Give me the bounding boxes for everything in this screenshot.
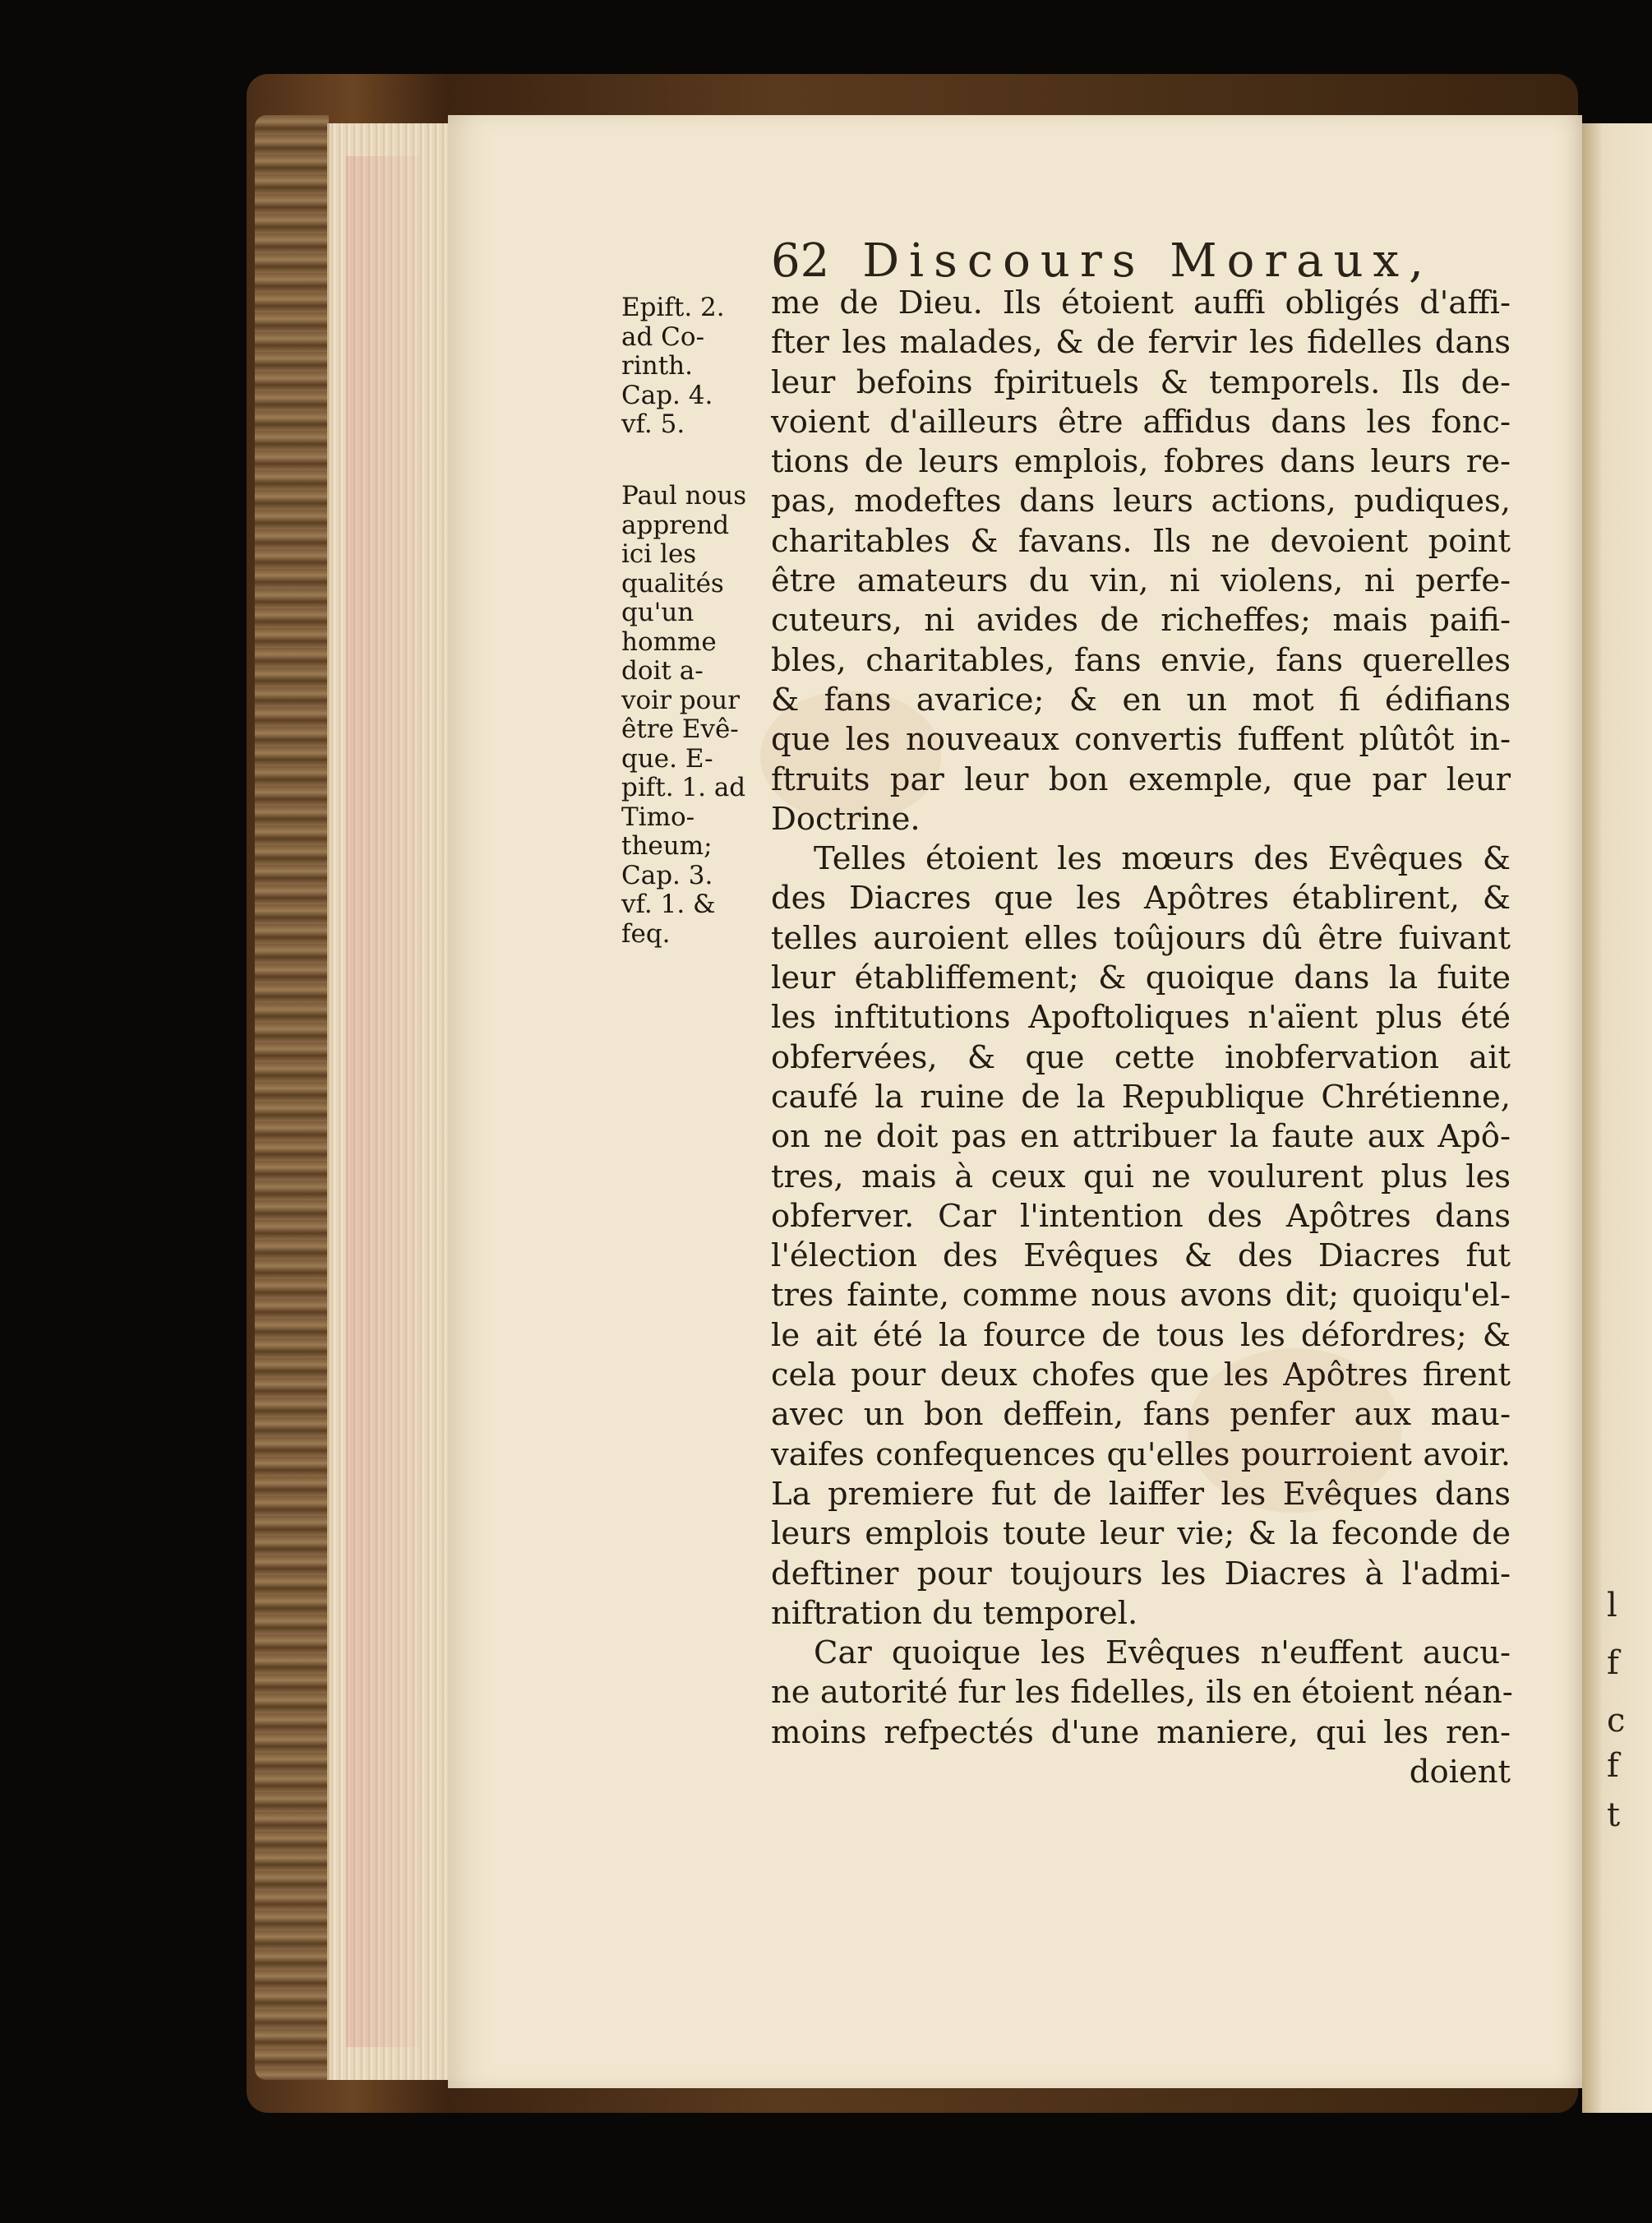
text-line: Car quoique les Evêques n'euffent aucu- [814, 1634, 1511, 1672]
text-line: ne autorité fur les fidelles, ils en étoient néan- [771, 1674, 1513, 1712]
text-line: des Diacres que les Apôtres établirent, & [771, 880, 1511, 917]
text-line: les inftitutions Apoftoliques n'aïent plus été [771, 999, 1511, 1037]
margin-note-line: vf. 1. & [621, 890, 716, 919]
text-line: leur befoins fpirituels & temporels. Ils de- [771, 363, 1511, 401]
text-line: vaifes confequences qu'elles pourroient avoir. [771, 1435, 1511, 1473]
margin-note-line: qualités [621, 568, 724, 598]
text-line: tions de leurs emplois, fobres dans leurs re- [771, 443, 1511, 481]
facing-page-edge [1582, 123, 1652, 2113]
margin-note-line: voir pour [621, 685, 741, 715]
margin-note-line: Cap. 3. [621, 860, 713, 890]
facing-page-fragment: f [1607, 1644, 1619, 1682]
text-line: deftiner pour toujours les Diacres à l'admi- [771, 1555, 1511, 1592]
text-line: cuteurs, ni avides de richeffes; mais paifi- [771, 602, 1511, 640]
text-line: niftration du temporel. [771, 1594, 1138, 1632]
facing-page-fragment: c [1607, 1702, 1626, 1740]
text-line: me de Dieu. Ils étoient auffi obligés d'affi- [771, 284, 1511, 321]
margin-note-line: que. E- [621, 743, 713, 774]
text-line: on ne doit pas en attribuer la faute aux Apô- [771, 1118, 1511, 1156]
margin-note-line: qu'un [621, 598, 694, 627]
facing-page-fragment: t [1607, 1796, 1621, 1834]
main-text-block [771, 284, 1511, 1792]
text-line: La premiere fut de laiffer les Evêques dans [771, 1475, 1511, 1513]
text-line: fter les malades, & de fervir les fidelles dans [771, 324, 1511, 362]
margin-note-line: Paul nous [621, 481, 747, 511]
book-spine-edge [255, 115, 329, 2080]
page-edges [327, 123, 453, 2080]
text-line: le ait été la fource de tous les défordres; & [771, 1316, 1511, 1354]
margin-note-line: Timo- [621, 802, 695, 832]
facing-page-fragment: l [1607, 1587, 1617, 1624]
text-line: leur établiffement; & quoique dans la fuite [771, 959, 1511, 997]
facing-page-fragment: f [1607, 1747, 1619, 1785]
page-number: 62 [771, 234, 830, 288]
text-line: obferver. Car l'intention des Apôtres dans [771, 1197, 1511, 1235]
text-line: caufé la ruine de la Republique Chrétienne, [771, 1078, 1511, 1116]
text-line: leurs emplois toute leur vie; & la feconde de [771, 1515, 1511, 1553]
running-title: Discours Moraux, [862, 234, 1433, 288]
text-line: l'élection des Evêques & des Diacres fut [771, 1237, 1511, 1275]
text-line: charitables & favans. Ils ne devoient point [771, 522, 1511, 560]
margin-note-line: Epift. 2. [621, 293, 725, 322]
text-line: bles, charitables, fans envie, fans querelles [771, 641, 1511, 679]
margin-note-line: apprend [621, 510, 730, 540]
margin-note-line: theum; [621, 831, 713, 861]
text-line: Telles étoient les mœurs des Evêques & [814, 840, 1511, 878]
text-line: moins refpectés d'une maniere, qui les ren- [771, 1713, 1511, 1751]
text-line: & fans avarice; & en un mot fi édifians [771, 681, 1511, 719]
text-line: ftruits par leur bon exemple, que par leur [771, 760, 1511, 798]
text-line: voient d'ailleurs être affidus dans les fonc- [771, 403, 1511, 441]
margin-note-line: pift. 1. ad [621, 773, 746, 802]
margin-note-line: vf. 5. [621, 409, 685, 439]
text-line: avec un bon deffein, fans penfer aux mau- [771, 1396, 1511, 1434]
text-line: que les nouveaux convertis fuffent plûtôt in- [771, 721, 1511, 759]
text-line: cela pour deux chofes que les Apôtres firent [771, 1356, 1511, 1394]
margin-note-line: être Evê- [621, 714, 739, 744]
text-line: Doctrine. [771, 800, 921, 838]
text-line: pas, modeftes dans leurs actions, pudiques, [771, 483, 1511, 520]
text-line: tres, mais à ceux qui ne voulurent plus les [771, 1158, 1511, 1195]
margin-note-line: doit a- [621, 656, 704, 686]
text-line: obfervées, & que cette inobfervation ait [771, 1038, 1511, 1076]
margin-note-line: homme [621, 626, 717, 657]
text-line: tres fainte, comme nous avons dit; quoiqu'el- [771, 1277, 1511, 1315]
text-line: telles auroient elles toûjours dû être fuivant [771, 919, 1511, 957]
margin-note-summary [621, 482, 745, 949]
margin-note-reference [621, 293, 745, 440]
margin-note-line: ici les [621, 539, 697, 569]
margin-note-line: rinth. [621, 351, 693, 381]
catchword: doient [1409, 1753, 1511, 1791]
margin-note-line: ad Co- [621, 321, 705, 352]
margin-note-line: feq. [621, 918, 671, 949]
margin-note-line: Cap. 4. [621, 380, 713, 410]
text-line: être amateurs du vin, ni violens, ni perfe- [771, 562, 1511, 600]
